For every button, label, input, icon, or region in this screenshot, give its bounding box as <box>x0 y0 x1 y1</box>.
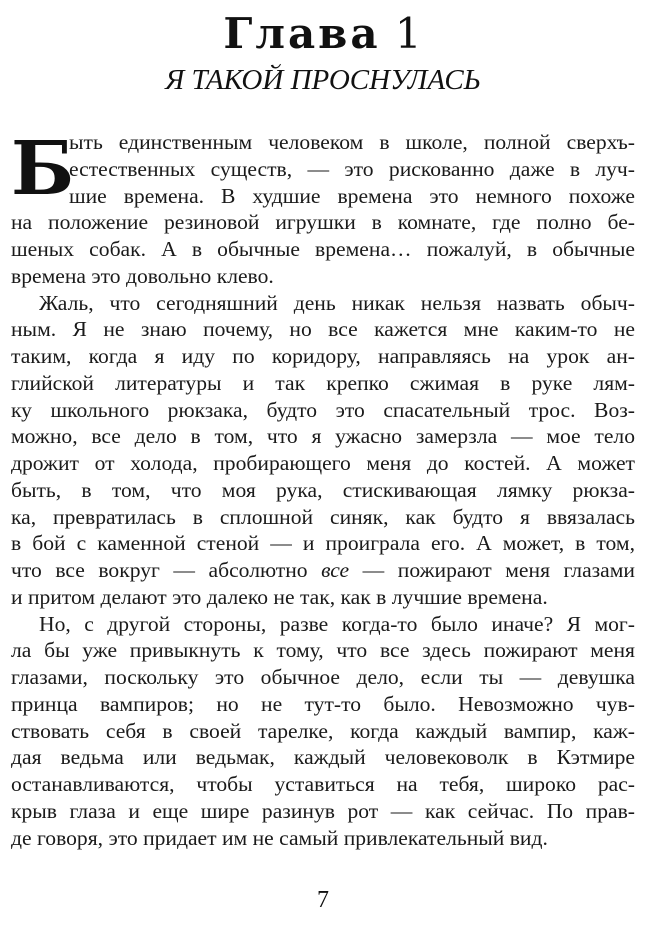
text-line: дая ведьма или ведьмак, каждый человековолк в Кэтмире <box>11 745 635 770</box>
body-text <box>11 126 635 851</box>
text-line: естественных существ, — это рискованно даже в луч- <box>69 156 635 181</box>
text-line: глийской литературы и так крепко сжимая в руке лям- <box>11 370 635 395</box>
text-line: крыв глаза и еще шире разинув рот — как сейчас. По прав- <box>11 798 635 823</box>
text-line: можно, все дело в том, что я ужасно замерзла — мое тело <box>11 424 635 449</box>
drop-cap: Б <box>11 126 75 212</box>
chapter-number: 1 <box>394 9 423 58</box>
chapter-subtitle: Я ТАКОЙ ПРОСНУЛАСЬ <box>165 64 481 96</box>
text-line: Жаль, что сегодняшний день никак нельзя назвать обыч- <box>39 290 635 315</box>
emphasis: все <box>321 558 350 582</box>
text-line: ку школьного рюкзака, будто это спасательный трос. Воз- <box>11 397 635 422</box>
text-line: глазами, поскольку это обычное дело, если ты — девушка <box>11 665 635 689</box>
text-line: в бой с каменной стеной — и проиграла его. А может, в том, <box>11 531 635 556</box>
text-line: шеных собак. А в обычные времена… пожалуй, в обычные <box>11 237 635 261</box>
text-line: шие времена. В худшие времена это немного похоже <box>69 183 635 208</box>
text-line: ыть единственным человеком в школе, полной сверхъ- <box>69 130 635 154</box>
text-line: ным. Я не знаю почему, но все кажется мне каким-то не <box>11 317 635 342</box>
page-number: 7 <box>317 887 329 913</box>
text-line: и притом делают это далеко не так, как в лучшие времена. <box>11 584 548 609</box>
text-line: на положение резиновой игрушки в комнате, где полно бе- <box>11 210 635 235</box>
text-line: ствовать себя в своей тарелке, когда каждый вампир, каж- <box>11 718 635 743</box>
chapter-word: Глава <box>223 9 381 58</box>
text-line: времена это довольно клево. <box>11 263 274 288</box>
text-line: останавливаются, чтобы уставиться на тебя, широко рас- <box>11 772 635 796</box>
text-line: ка, превратилась в сплошной синяк, как будто я ввязалась <box>11 504 635 529</box>
paragraph-1 <box>11 126 635 290</box>
text-line: ла бы уже привыкнуть к тому, что все здесь пожирают меня <box>11 638 635 663</box>
paragraph-3 <box>11 611 635 852</box>
chapter-heading <box>0 8 646 60</box>
text-line: Но, с другой стороны, разве когда-то было иначе? Я мог- <box>39 611 635 636</box>
text-line: таким, когда я иду по коридору, направляясь на урок ан- <box>11 344 635 368</box>
text-line: быть, в том, что моя рука, стискивающая лямку рюкза- <box>11 477 635 502</box>
text-line: де говоря, это придает им не самый привлекательный вид. <box>11 825 548 850</box>
paragraph-2 <box>11 290 635 611</box>
text-line: что все вокруг — абсолютно все — пожирают меня глазами <box>11 558 635 582</box>
text-line: принца вампиров; но не тут-то было. Невозможно чув- <box>11 691 635 716</box>
text-line: дрожит от холода, пробирающего меня до костей. А может <box>11 451 635 475</box>
